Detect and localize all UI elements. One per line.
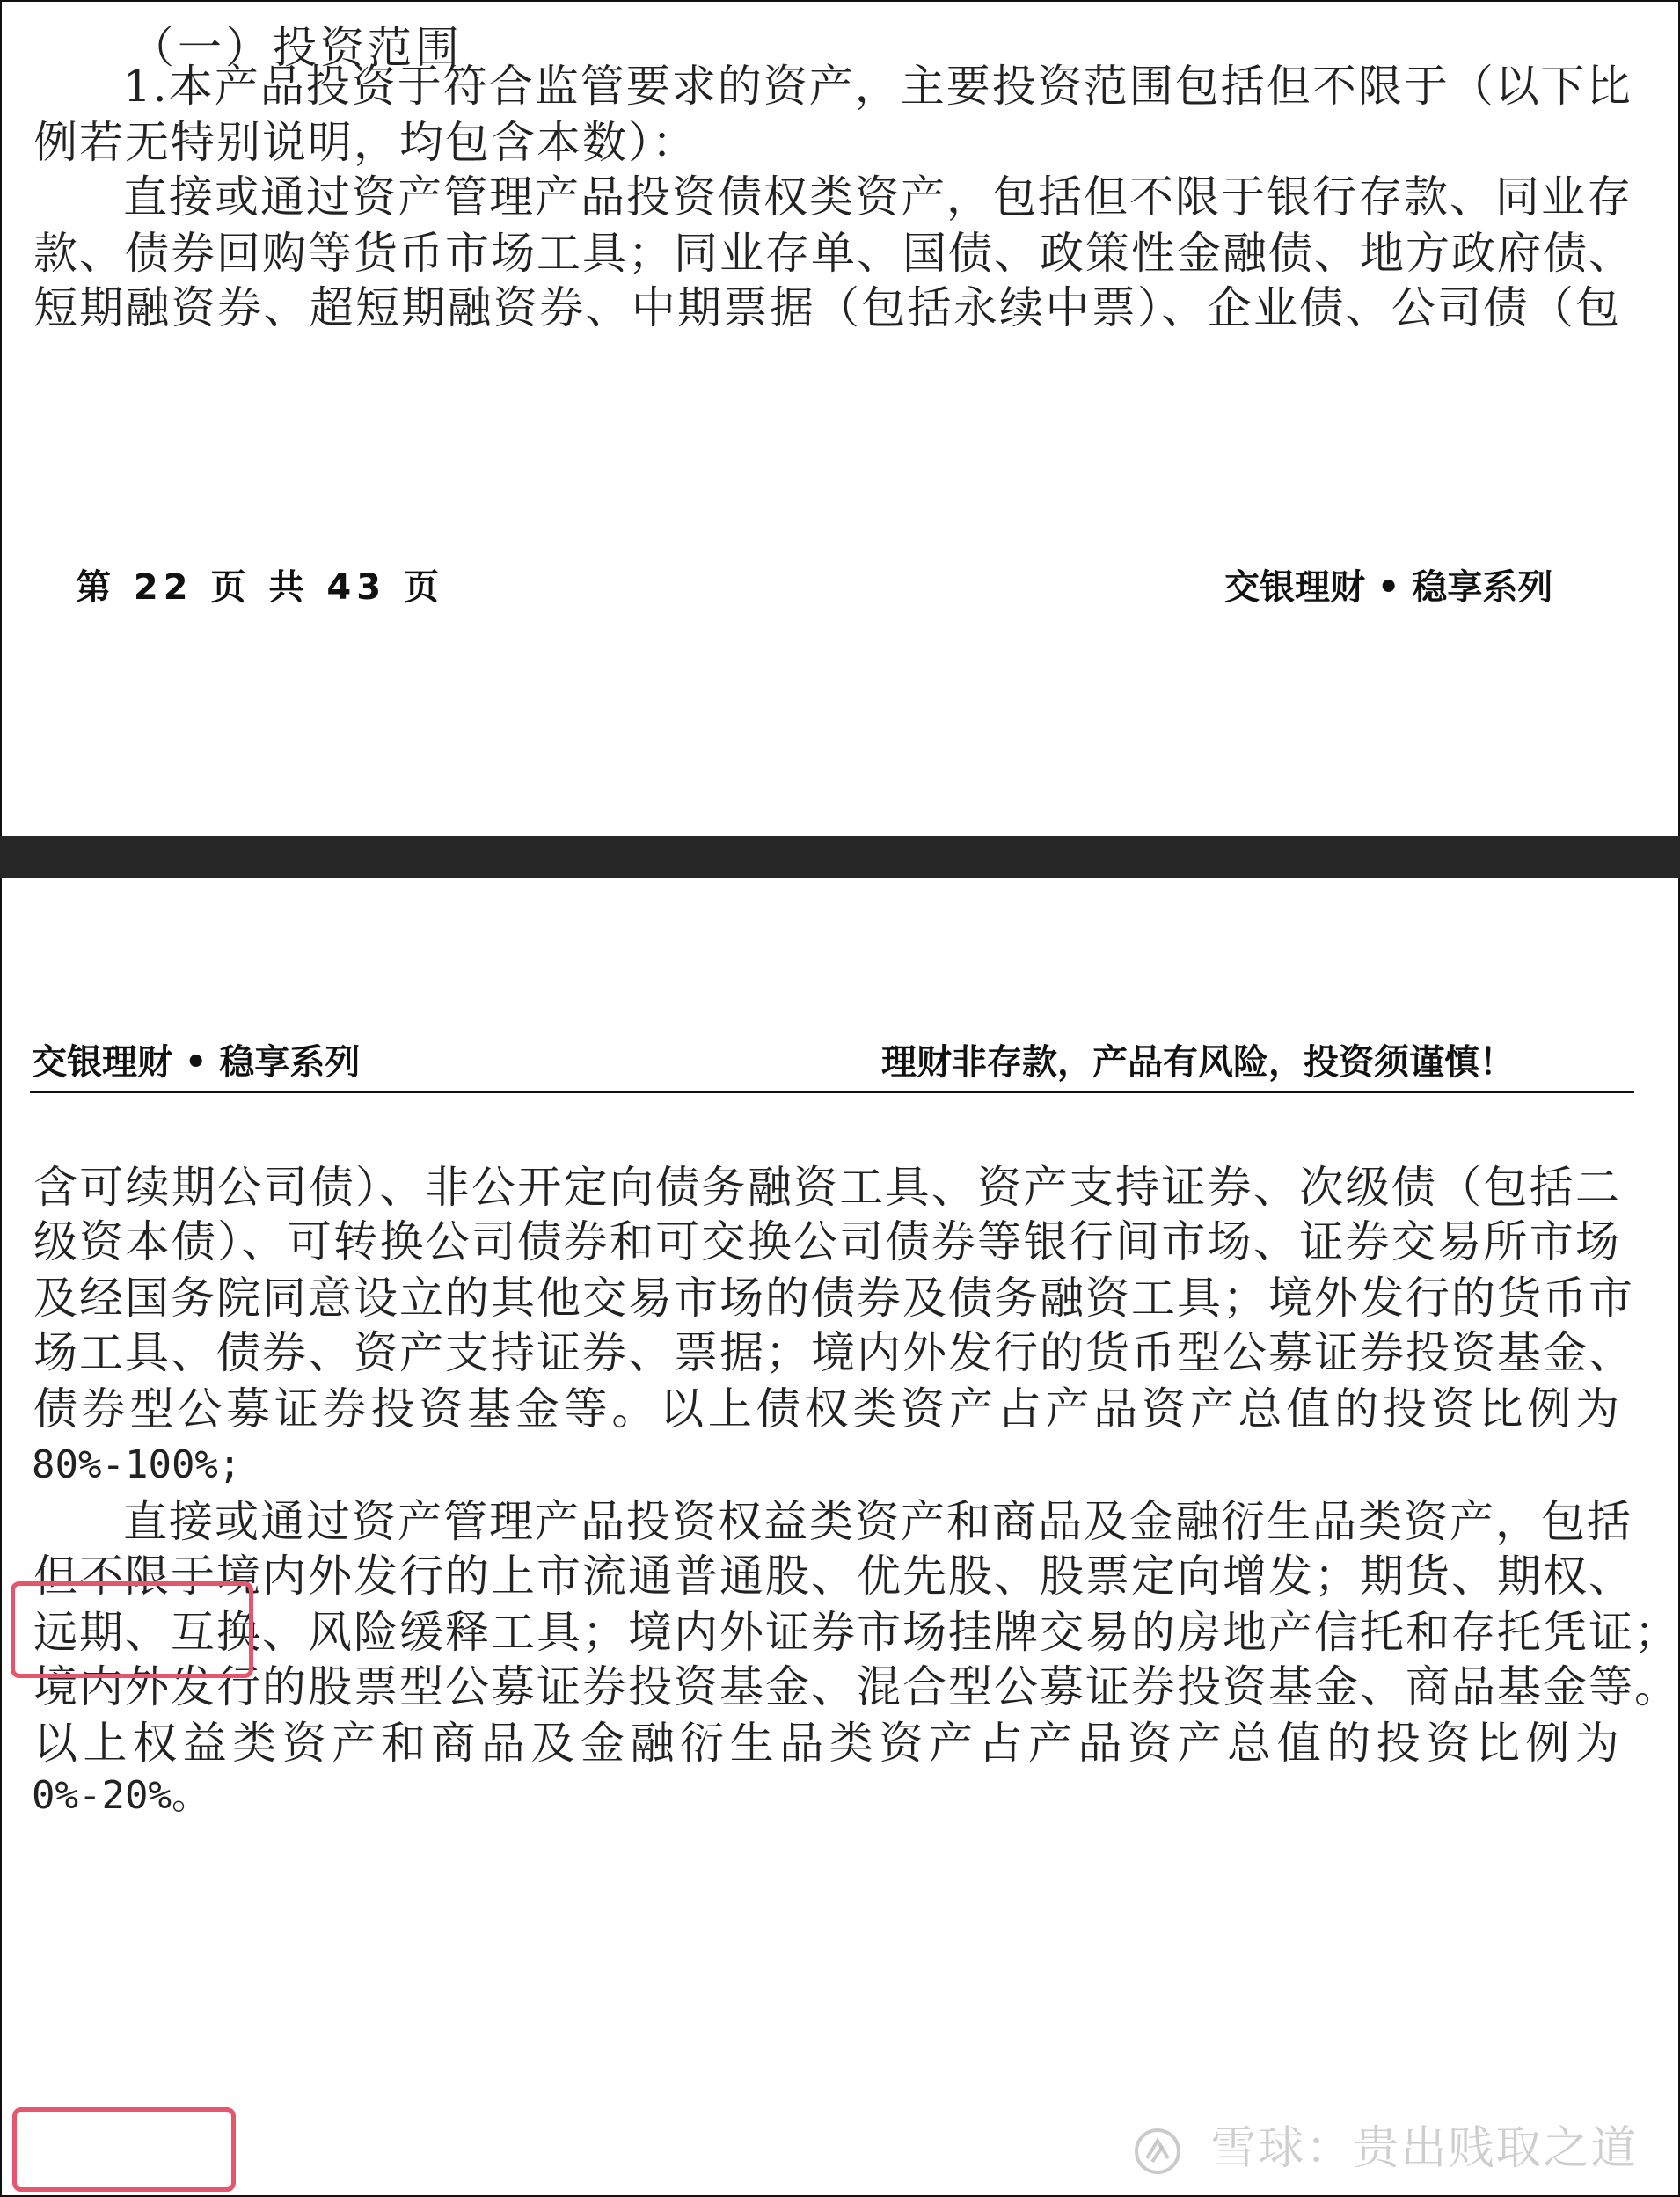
debt-ratio: 80%-100%; <box>32 1442 242 1487</box>
paragraph-line: 以上权益类资产和商品及金融衍生品类资产占产品资产总值的投资比例为 <box>33 1718 1621 1769</box>
header-rule <box>30 1091 1634 1093</box>
debt-ratio-highlight <box>11 1581 253 1678</box>
risk-disclaimer-header: 理财非存款，产品有风险，投资须谨慎！ <box>881 1042 1515 1083</box>
section-heading: （一）投资范围 <box>130 22 463 73</box>
page-divider <box>0 836 1680 878</box>
series-header: 交银理财 • 稳享系列 <box>32 1042 361 1083</box>
paragraph-line: 级资本债）、可转换公司债券和可交换公司债券等银行间市场、证券交易所市场 <box>33 1216 1621 1267</box>
xueqiu-watermark <box>1133 2111 1639 2177</box>
paragraph-line: 1.本产品投资于符合监管要求的资产，主要投资范围包括但不限于（以下比 <box>123 61 1633 112</box>
watermark-text: 雪球：贵出贱取之道 <box>1210 2122 1639 2175</box>
paragraph-line: 直接或通过资产管理产品投资债权类资产，包括但不限于银行存款、同业存 <box>123 172 1633 223</box>
paragraph-line: 含可续期公司债）、非公开定向债务融资工具、资产支持证券、次级债（包括二 <box>33 1162 1621 1213</box>
document-page-23 <box>0 878 1680 2197</box>
page-number-footer: 第 22 页 共 43 页 <box>76 567 444 608</box>
paragraph-line: 直接或通过资产管理产品投资权益类资产和商品及金融衍生品类资产，包括 <box>123 1496 1633 1547</box>
paragraph-line: 场工具、债券、资产支持证券、票据；境内外发行的货币型公募证券投资基金、 <box>33 1327 1634 1378</box>
paragraph-line: 境内外发行的股票型公募证券投资基金、混合型公募证券投资基金、商品基金等。 <box>33 1661 1680 1712</box>
paragraph-line: 但不限于境内外发行的上市流通普通股、优先股、股票定向增发；期货、期权、 <box>33 1551 1634 1602</box>
paragraph-line: 及经国务院同意设立的其他交易市场的债券及债务融资工具；境外发行的货币市 <box>33 1273 1634 1324</box>
paragraph-line: 远期、互换、风险缓释工具；境内外证券市场挂牌交易的房地产信托和存托凭证； <box>33 1607 1680 1658</box>
equity-ratio: 0%-20%。 <box>32 1773 210 1818</box>
document-page-22 <box>0 0 1680 836</box>
paragraph-line: 短期融资券、超短期融资券、中期票据（包括永续中票）、企业债、公司债（包 <box>33 282 1621 333</box>
series-footer: 交银理财 • 稳享系列 <box>1224 567 1553 608</box>
paragraph-line: 债券型公募证券投资基金等。以上债权类资产占产品资产总值的投资比例为 <box>33 1383 1621 1434</box>
paragraph-line: 例若无特别说明，均包含本数）： <box>33 117 698 168</box>
paragraph-line: 款、债券回购等货币市场工具；同业存单、国债、政策性金融债、地方政府债、 <box>33 228 1634 279</box>
equity-ratio-highlight <box>12 2107 236 2192</box>
xueqiu-logo-icon <box>1133 2127 1182 2176</box>
